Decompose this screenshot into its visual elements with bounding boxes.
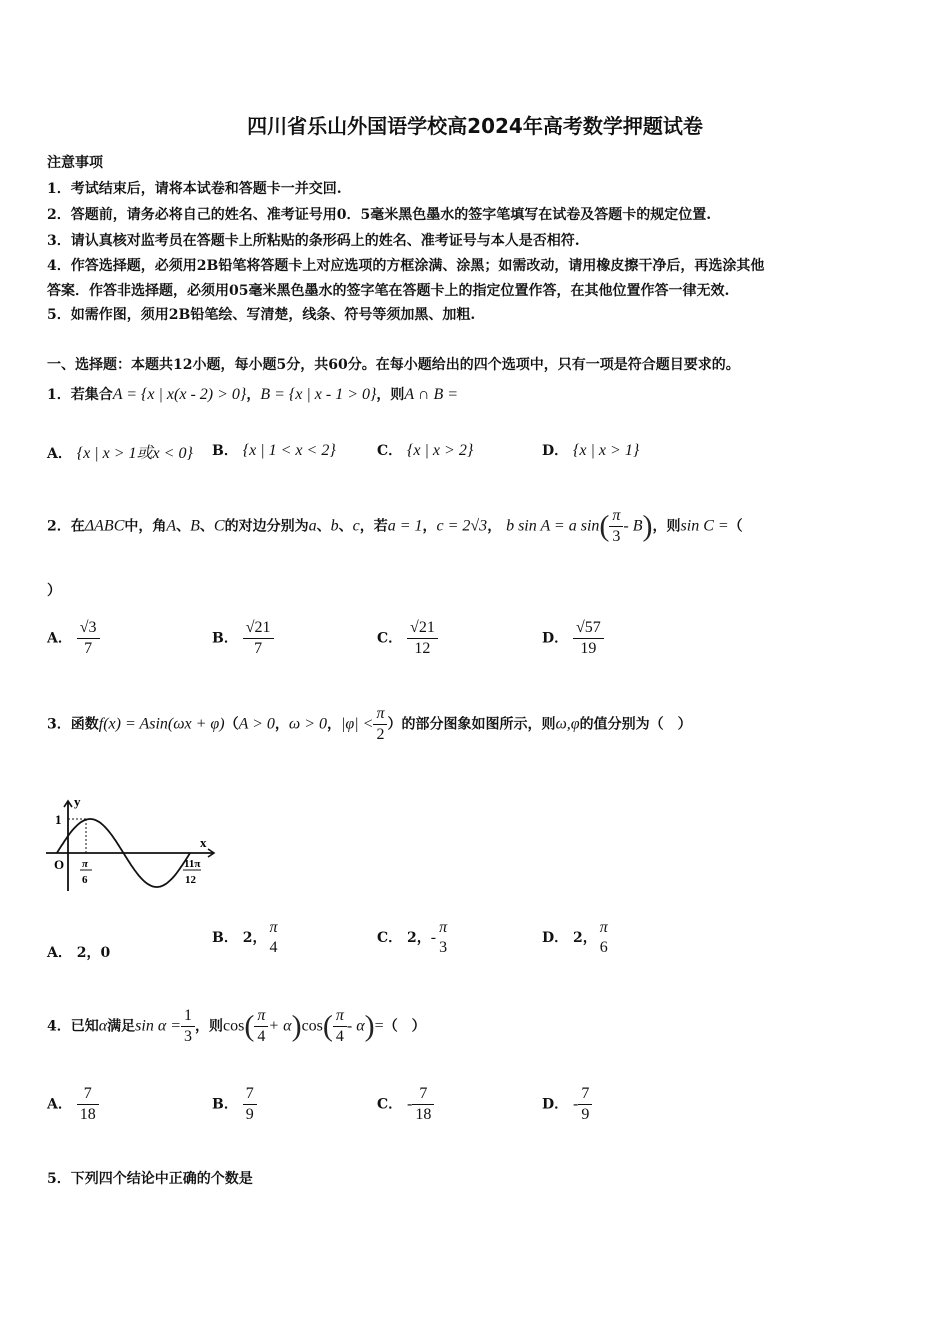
note-item-3: 3．请认真核对监考员在答题卡上所粘贴的条形码上的姓名、准考证号与本人是否相符. [47,233,580,249]
origin-label: O [54,857,65,872]
set-a: A = {x | x(x - 2) > 0} [112,386,247,403]
tick2-num: 11π [184,858,201,870]
note-item-2: 2．答题前，请务必将自己的姓名、准考证号用0．5毫米黑色墨水的签字笔填写在试卷及答题卡的规定位置. [47,207,712,223]
question-2: 2．在ΔABC中，角A、B、C的对边分别为a、b、c，若a = 1，c = 2√3， b sin A = a sin( $\frac{\pi}{3}$ - B)，则sin C =（ [47,507,743,545]
q4-option-a[interactable]: A． $\frac{7}{18}$ [47,1084,99,1125]
q4-option-d[interactable]: D． - $\frac{7}{9}$ [542,1084,592,1125]
q3-option-a[interactable]: A． 2，0 [47,945,111,961]
question-1: 1．若集合A = {x | x(x - 2) > 0}，B = {x | x - 1 > 0}，则A ∩ B = [47,386,459,403]
section-heading: 一、选择题：本题共12小题，每小题5分，共60分。在每小题给出的四个选项中，只有一项是符合题目要求的。 [47,357,740,373]
condition-eq: b sin A = a sin [506,517,600,535]
q4-option-c[interactable]: C． - $\frac{7}{18}$ [377,1084,434,1125]
set-b: B = {x | x - 1 > 0} [260,386,377,403]
q2-option-a[interactable]: A． $\frac{√3}{7}$ [47,618,100,659]
q1-option-b[interactable]: B． {x | 1 < x < 2} [212,442,336,459]
q3-option-b[interactable]: B． 2， π 4 [212,919,278,956]
q1-option-c[interactable]: C． {x | x > 2} [377,442,474,459]
intersection-expr: A ∩ B = [404,386,459,403]
question-3: 3．函数f(x) = Asin(ωx + φ)（A > 0，ω > 0，|φ| < $\frac{\pi}{2}$ ）的部分图象如图所示，则ω,φ的值分别为（ ） [47,705,692,743]
q2-option-d[interactable]: D． $\frac{√57}{19}$ [542,618,604,659]
question-5: 5．下列四个结论中正确的个数是 [47,1171,253,1187]
notes-heading: 注意事项 [47,155,103,171]
q1-option-a[interactable]: A． {x | x > 1或x < 0} [47,445,193,462]
note-item-1: 1．考试结束后，请将本试卷和答题卡一并交回. [47,181,342,197]
y-one-label: 1 [55,812,62,827]
y-axis-label: y [74,795,81,809]
q3-option-c[interactable]: C． 2，- π 3 [377,919,448,956]
question-4: 4．已知α满足sin α = $\frac{1}{3}$ ，则cos( $\frac{\pi}{4}$ + α)cos( $\frac{\pi}{4}$ - α)=（ ） [47,1007,426,1045]
q2-option-b[interactable]: B． $\frac{√21}{7}$ [212,618,274,659]
tick1-den: 6 [82,874,88,886]
note-item-4: 4．作答选择题，必须用2B铅笔将答题卡上对应选项的方框涂满、涂黑；如需改动，请用橡皮擦干净后，再选涂其他 [47,258,765,274]
q3-option-d[interactable]: D． 2， π 6 [542,919,608,956]
q1-option-d[interactable]: D． {x | x > 1} [542,442,640,459]
x-axis-label: x [200,835,207,850]
q2-option-c[interactable]: C． $\frac{√21}{12}$ [377,618,438,659]
q4-option-b[interactable]: B． $\frac{7}{9}$ [212,1084,257,1125]
page-title: 四川省乐山外国语学校高2024年高考数学押题试卷 [247,114,703,138]
note-item-4-cont: 答案．作答非选择题，必须用05毫米黑色墨水的签字笔在答题卡上的指定位置作答，在其他位置作答一律无效. [47,283,730,299]
note-item-5: 5．如需作图，须用2B铅笔绘、写清楚，线条、符号等须加黑、加粗. [47,307,476,323]
tick1-num: π [82,858,89,870]
tick2-den: 12 [185,874,196,886]
sine-graph [44,795,220,895]
q2-paren-close: ） [47,583,61,599]
